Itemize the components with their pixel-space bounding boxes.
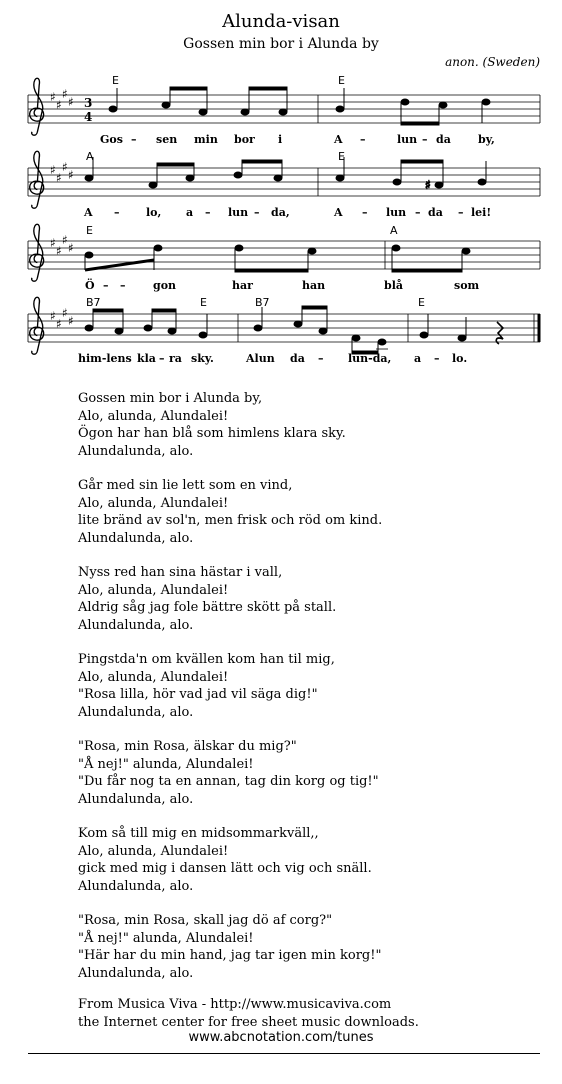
verse-line: Ögon har han blå som himlens klara sky. xyxy=(78,426,346,441)
svg-text:ra: ra xyxy=(169,352,182,365)
chord-symbol: A xyxy=(390,224,398,237)
verse-line: Alo, alunda, Alundalei! xyxy=(78,843,229,859)
svg-text:♯: ♯ xyxy=(56,244,62,258)
notes-system-4 xyxy=(85,306,503,354)
svg-text:–: – xyxy=(458,206,464,219)
svg-text:♯: ♯ xyxy=(62,306,68,320)
verse-line: Aldrig såg jag fole bättre skött på stall. xyxy=(78,600,337,615)
svg-text:Ö: Ö xyxy=(85,279,95,292)
svg-text:A: A xyxy=(334,133,343,146)
svg-text:–: – xyxy=(362,206,368,219)
verse-line: Alundalunda, alo. xyxy=(78,965,194,981)
key-signature xyxy=(50,160,74,185)
verse-5 xyxy=(78,738,382,808)
treble-clef-icon xyxy=(30,151,44,208)
svg-text:A: A xyxy=(84,206,93,219)
notes-system-1 xyxy=(109,87,490,125)
verse-line: Alundalunda, alo. xyxy=(78,878,194,894)
svg-text:lun: lun xyxy=(386,206,407,219)
svg-text:♯: ♯ xyxy=(50,163,56,177)
verse-4 xyxy=(78,651,382,721)
chord-symbol: E xyxy=(112,74,119,87)
time-signature xyxy=(84,96,92,124)
verse-line: Alo, alunda, Alundalei! xyxy=(78,582,229,598)
svg-text:da,: da, xyxy=(271,206,290,219)
svg-text:da: da xyxy=(428,206,443,219)
verse-line: Alundalunda, alo. xyxy=(78,704,194,720)
verse-1 xyxy=(78,390,382,460)
notes-system-2 xyxy=(85,157,486,192)
svg-text:lo,: lo, xyxy=(146,206,162,219)
svg-text:♯: ♯ xyxy=(56,98,62,112)
staff-system-2 xyxy=(28,150,540,219)
svg-text:♯: ♯ xyxy=(68,314,74,328)
svg-text:lun-da,: lun-da, xyxy=(348,352,392,365)
svg-text:min: min xyxy=(194,133,218,146)
svg-text:han: han xyxy=(302,279,326,292)
svg-text:–: – xyxy=(131,133,137,146)
svg-text:A: A xyxy=(334,206,343,219)
treble-clef-icon xyxy=(30,224,44,281)
chord-symbol: E xyxy=(86,224,93,237)
verse-line: "Å nej!" alunda, Alundalei! xyxy=(78,756,254,772)
staff-system-1 xyxy=(28,74,540,146)
svg-text:♯: ♯ xyxy=(68,168,74,182)
verse-line: Nyss red han sina hästar i vall, xyxy=(78,565,283,580)
sheet-music xyxy=(0,0,562,380)
verse-line: Går med sin lie lett som en vind, xyxy=(78,478,293,493)
svg-text:–: – xyxy=(434,352,440,365)
svg-text:♯: ♯ xyxy=(50,309,56,323)
svg-text:–: – xyxy=(205,206,211,219)
footer-line-2: the Internet center for free sheet music downloads. xyxy=(78,1014,419,1030)
svg-text:♯: ♯ xyxy=(425,178,431,192)
lyrics-line-4 xyxy=(78,352,467,365)
treble-clef-icon xyxy=(30,78,44,135)
svg-text:blå: blå xyxy=(384,279,403,292)
verse-line: Kom så till mig en midsommarkväll,, xyxy=(78,826,319,841)
verses xyxy=(78,390,382,999)
verse-line: Alundalunda, alo. xyxy=(78,617,194,633)
lyrics-line-1 xyxy=(100,133,495,146)
tune-title: Alunda-visan xyxy=(222,11,340,32)
svg-text:sky.: sky. xyxy=(191,352,214,365)
svg-text:da: da xyxy=(290,352,305,365)
chord-symbol: B7 xyxy=(255,296,270,309)
svg-text:Gos: Gos xyxy=(100,133,123,146)
svg-text:–: – xyxy=(318,352,324,365)
chord-symbol: A xyxy=(86,150,94,163)
svg-text:by,: by, xyxy=(478,133,495,146)
svg-text:♯: ♯ xyxy=(68,95,74,109)
staff-system-4 xyxy=(28,296,540,365)
verse-line: Alo, alunda, Alundalei! xyxy=(78,408,229,424)
svg-text:–: – xyxy=(159,352,165,365)
verse-6 xyxy=(78,825,382,895)
svg-text:him-lens: him-lens xyxy=(78,352,132,365)
svg-text:♯: ♯ xyxy=(56,171,62,185)
footer-line-1: From Musica Viva - http://www.musicaviva.com xyxy=(78,997,392,1012)
verse-line: "Här har du min hand, jag tar igen min korg!" xyxy=(78,948,382,963)
notes-system-3 xyxy=(85,245,470,272)
treble-clef-icon xyxy=(30,297,44,354)
verse-line: Gossen min bor i Alunda by, xyxy=(78,391,263,406)
svg-text:♯: ♯ xyxy=(68,241,74,255)
verse-line: lite bränd av sol'n, men frisk och röd om kind. xyxy=(78,513,383,528)
svg-text:–: – xyxy=(103,279,109,292)
svg-text:a: a xyxy=(414,352,422,365)
key-signature xyxy=(50,87,74,112)
svg-text:lun: lun xyxy=(397,133,418,146)
svg-text:–: – xyxy=(114,206,120,219)
verse-line: Alundalunda, alo. xyxy=(78,443,194,459)
verse-line: Alo, alunda, Alundalei! xyxy=(78,669,229,685)
chord-symbol: E xyxy=(200,296,207,309)
chord-symbol: E xyxy=(338,74,345,87)
svg-text:–: – xyxy=(360,133,366,146)
key-signature xyxy=(50,233,74,258)
staff-system-3 xyxy=(28,224,540,292)
svg-text:da: da xyxy=(436,133,451,146)
verse-line: "Å nej!" alunda, Alundalei! xyxy=(78,930,254,946)
svg-text:♯: ♯ xyxy=(50,236,56,250)
verse-line: Alundalunda, alo. xyxy=(78,791,194,807)
source-url-link[interactable]: www.abcnotation.com/tunes xyxy=(188,1030,374,1045)
svg-text:♯: ♯ xyxy=(62,160,68,174)
svg-text:bor: bor xyxy=(234,133,255,146)
verse-7 xyxy=(78,912,382,982)
svg-text:♯: ♯ xyxy=(62,233,68,247)
svg-text:–: – xyxy=(254,206,260,219)
verse-line: "Rosa, min Rosa, älskar du mig?" xyxy=(78,739,297,754)
svg-text:har: har xyxy=(232,279,253,292)
svg-text:♯: ♯ xyxy=(56,317,62,331)
svg-text:–: – xyxy=(422,133,428,146)
svg-text:kla: kla xyxy=(137,352,156,365)
chord-symbol: E xyxy=(338,150,345,163)
verse-line: Pingstda'n om kvällen kom han til mig, xyxy=(78,652,335,667)
bottom-divider xyxy=(28,1053,540,1054)
svg-text:–: – xyxy=(120,279,126,292)
chord-symbol: E xyxy=(418,296,425,309)
svg-text:a: a xyxy=(186,206,194,219)
verse-line: "Rosa lilla, hör vad jad vil säga dig!" xyxy=(78,687,318,702)
svg-text:lun: lun xyxy=(228,206,249,219)
verse-line: "Rosa, min Rosa, skall jag dö af corg?" xyxy=(78,913,333,928)
svg-text:lei!: lei! xyxy=(471,206,492,219)
chord-symbol: B7 xyxy=(86,296,101,309)
lyrics-line-3 xyxy=(85,278,480,292)
lyrics-line-2 xyxy=(83,206,491,219)
svg-text:Alun: Alun xyxy=(246,352,275,365)
svg-text:♯: ♯ xyxy=(50,90,56,104)
footer-credit xyxy=(78,996,419,1031)
svg-text:sen: sen xyxy=(156,133,178,146)
verse-2 xyxy=(78,477,382,547)
svg-text:4: 4 xyxy=(84,110,93,124)
svg-text:–: – xyxy=(415,206,421,219)
verse-3 xyxy=(78,564,382,634)
svg-text:gon: gon xyxy=(153,279,177,292)
svg-text:lo.: lo. xyxy=(452,352,468,365)
tune-subtitle: Gossen min bor i Alunda by xyxy=(183,36,379,52)
verse-line: "Du får nog ta en annan, tag din korg og tig!" xyxy=(78,774,379,789)
svg-text:3: 3 xyxy=(84,96,93,110)
svg-text:i: i xyxy=(278,133,283,146)
verse-line: gick med mig i dansen lätt och vig och snäll. xyxy=(78,861,372,876)
svg-text:♯: ♯ xyxy=(62,87,68,101)
verse-line: Alundalunda, alo. xyxy=(78,530,194,546)
composer-credit: anon. (Sweden) xyxy=(445,55,540,69)
verse-line: Alo, alunda, Alundalei! xyxy=(78,495,229,511)
svg-text:som: som xyxy=(454,279,480,292)
key-signature xyxy=(50,306,74,331)
